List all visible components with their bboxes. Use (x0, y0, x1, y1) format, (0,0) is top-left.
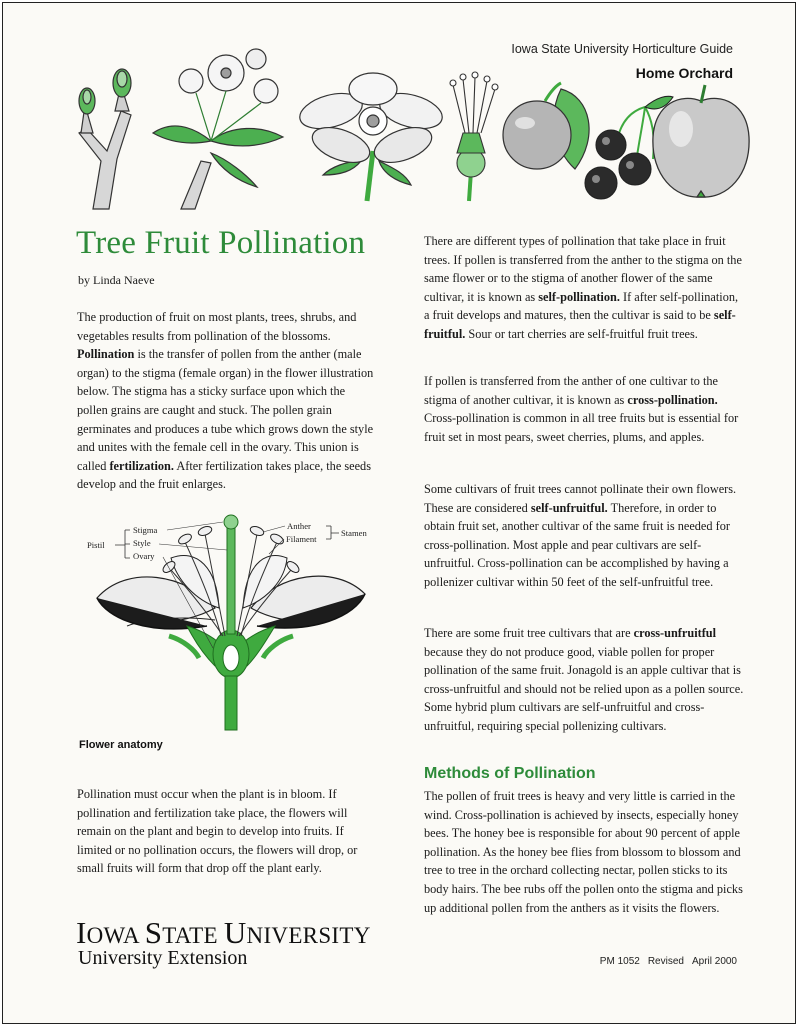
byline: by Linda Naeve (78, 273, 155, 287)
term-self-unfruitful: self-unfruitful. (530, 500, 608, 515)
blossom-cluster-illustration (153, 49, 283, 209)
term-fertilization: fertilization. (109, 458, 174, 473)
label-style: Style (133, 538, 151, 548)
revised-label: Revised (647, 956, 684, 967)
label-stigma: Stigma (133, 525, 158, 535)
label-ovary: Ovary (133, 551, 155, 561)
bud-branch-illustration (79, 69, 131, 209)
bloom-paragraph: Pollination must occur when the plant is in bloom. If pollination and fertilization take place, the flowers will remain on the plant and begin to develop into fruits. If limited or no pollination occurs, the flowers will drop, or small fruits will form that drop off the plant early. (77, 787, 358, 876)
methods-paragraph: The pollen of fruit trees is heavy and very little is carried in the wind. Cross-pollination is achieved by insects, especially honey bees. The honey bee is responsible for about 90 percent of apple pollination. As the honey bee flies from blossom to blossom and tree to tree in the orchard collecting nectar, pollen sticks to its body hairs. The bee rubs off the pollen onto the stigma and picks up additional pollen from the anthers as it visits the flowers. (424, 789, 743, 915)
term-pollination: Pollination (77, 347, 135, 362)
university-wordmark: IOWA STATE UNIVERSITY (76, 915, 371, 950)
self-unfruitful-paragraph: Some cultivars of fruit trees cannot pollinate their own flowers. These are considered self-unfruitful. Therefore, in order to obtain fruit set, another cultivar of the same fruit is needed for cross-pollination. Most apple and pear cultivars are self-unfruitful. Cross-pollination can be accomplished by having a pollenizer cultivar within 50 feet of the self-unfruitful tree. (424, 482, 737, 589)
cross-pollination-paragraph: If pollen is transferred from the anther of one cultivar to the stigma of another cultivar, it is known as cross-pollination. Cross-pollination is common in all tree fruits but is essential for fruit set in most pears, sweet cherries, plums, and apples. (424, 374, 739, 444)
publication-info (592, 956, 737, 967)
intro-paragraph: The production of fruit on most plants, trees, shrubs, and vegetables results from pollination of the blossoms. Pollination is the transfer of pollen from the anther (male organ) to the stigma (female organ) in the flower illustration below. The stigma has a sticky surface upon which the pollen grains are caught and stuck. The pollen grain germinates and produces a tube which grows down the style and unites with the female cell in the ovary. This union is called fertilization. After fertilization takes place, the seeds develop and the fruit enlarges. (77, 310, 374, 492)
revision-date: April 2000 (691, 956, 737, 967)
label-pistil: Pistil (87, 540, 105, 550)
plum-illustration (503, 83, 589, 169)
methods-subheading: Methods of Pollination (424, 765, 596, 782)
cross-unfruitful-paragraph: There are some fruit tree cultivars that are cross-unfruitful because they do not produce good, viable pollen for proper pollination of the same fruit. Jonagold is an apple cultivar that is cross-unfruitful and should not be relied upon as a pollen source. Some hybrid plum cultivars are self-unfruitful and cross-unfruitful, requiring special pollenizing cultivars. (424, 626, 744, 733)
term-self-fruitful: self-fruitful. (424, 308, 736, 341)
document-page (2, 2, 796, 1024)
series-title: Iowa State University Horticulture Guide (511, 42, 733, 56)
term-cross-pollination: cross-pollination. (627, 392, 718, 407)
figure-caption: Flower anatomy (79, 739, 163, 751)
term-cross-unfruitful: cross-unfruitful (633, 626, 717, 640)
extension-name: University Extension (78, 947, 248, 969)
label-stamen: Stamen (341, 528, 367, 538)
pub-number: PM 1052 (599, 956, 640, 967)
label-anther: Anther (287, 521, 311, 531)
pollination-types-paragraph: There are different types of pollination that take place in fruit trees. If pollen is transferred from the anther to the stigma on the same flower or to the stigma of another flower of the same cultivar, it is known as self-pollination. If after self-pollination, a fruit develops and matures, then the cultivar is said to be self-fruitful. Sour or tart cherries are self-fruitful fruit trees. (424, 234, 742, 341)
open-blossom-illustration (296, 73, 446, 201)
category-title: Home Orchard (635, 65, 733, 81)
young-fruit-illustration (450, 72, 498, 201)
article-title: Tree Fruit Pollination (76, 225, 366, 261)
label-filament: Filament (286, 534, 317, 544)
bloom-to-fruit-illustration (61, 41, 751, 211)
flower-anatomy-diagram (87, 508, 387, 733)
term-self-pollination: self-pollination. (538, 289, 620, 304)
